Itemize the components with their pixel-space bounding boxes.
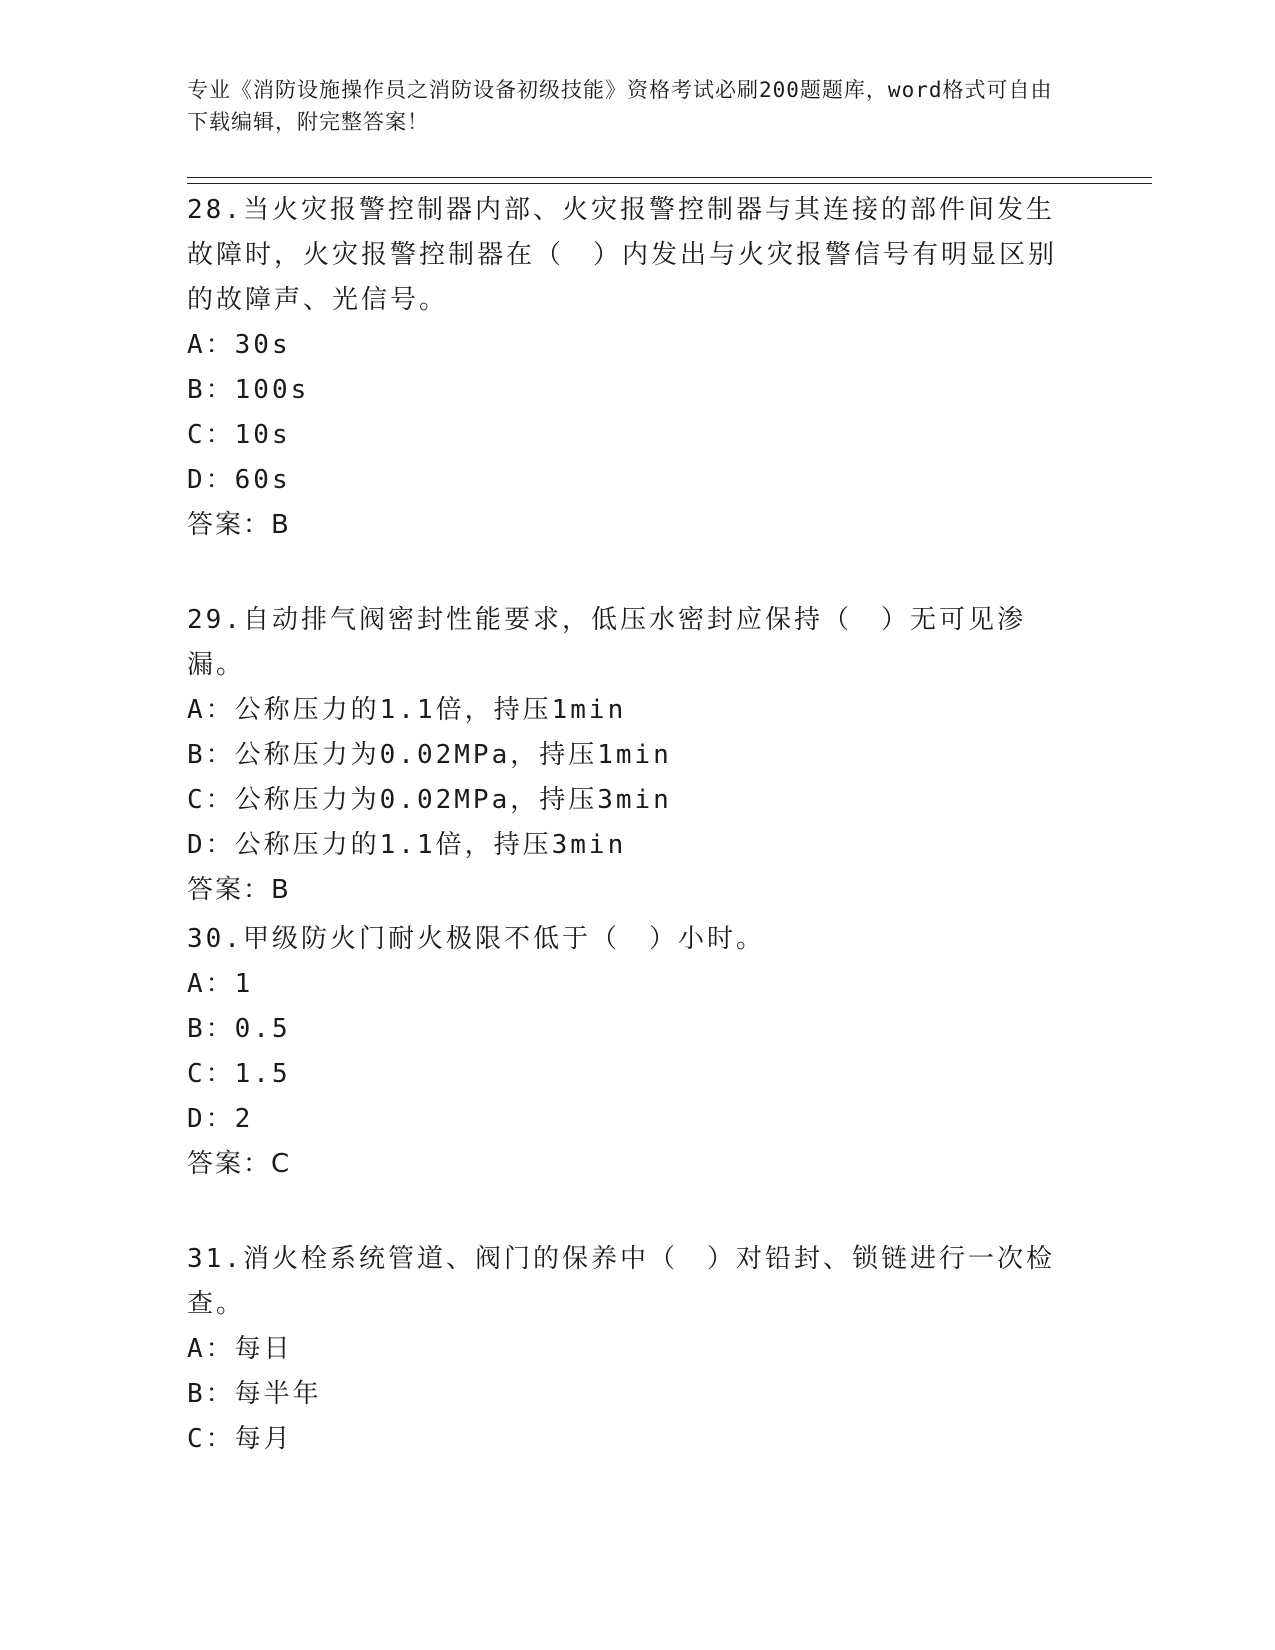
option-a: A：30s: [187, 330, 291, 360]
option-d: D：60s: [187, 465, 291, 495]
option-b: B：每半年: [187, 1379, 322, 1409]
option-a: A：每日: [187, 1334, 293, 1364]
option-c: C：10s: [187, 420, 291, 450]
option-d: D：公称压力的1.1倍，持压3min: [187, 830, 627, 860]
option-a: A：1: [187, 969, 254, 999]
question-29: [187, 598, 1077, 913]
option-b: B：100s: [187, 375, 310, 405]
option-c: C：每月: [187, 1424, 293, 1454]
question-stem: 31.消火栓系统管道、阀门的保养中（ ）对铅封、锁链进行一次检查。: [187, 1244, 1055, 1319]
question-stem: 29.自动排气阀密封性能要求，低压水密封应保持（ ）无可见渗漏。: [187, 605, 1026, 680]
answer-line: 答案：B: [187, 875, 291, 905]
option-c: C：1.5: [187, 1059, 291, 1089]
document-header: 专业《消防设施操作员之消防设备初级技能》资格考试必刷200题题库，word格式可自由下载编辑，附完整答案！: [187, 78, 1053, 134]
header-divider-bottom: [187, 183, 1152, 184]
question-28: [187, 188, 1077, 548]
answer-line: 答案：B: [187, 510, 291, 540]
option-d: D：2: [187, 1104, 254, 1134]
question-stem: 30.甲级防火门耐火极限不低于（ ）小时。: [187, 924, 765, 954]
question-stem: 28.当火灾报警控制器内部、火灾报警控制器与其连接的部件间发生故障时，火灾报警控制器在（ ）内发出与火灾报警信号有明显区别的故障声、光信号。: [187, 195, 1058, 315]
question-31: [187, 1237, 1077, 1462]
answer-line: 答案：C: [187, 1149, 292, 1179]
option-b: B：0.5: [187, 1014, 291, 1044]
question-30: [187, 917, 1077, 1187]
header-divider-top: [187, 177, 1152, 178]
option-c: C：公称压力为0.02MPa，持压3min: [187, 785, 672, 815]
option-a: A：公称压力的1.1倍，持压1min: [187, 695, 627, 725]
option-b: B：公称压力为0.02MPa，持压1min: [187, 740, 672, 770]
